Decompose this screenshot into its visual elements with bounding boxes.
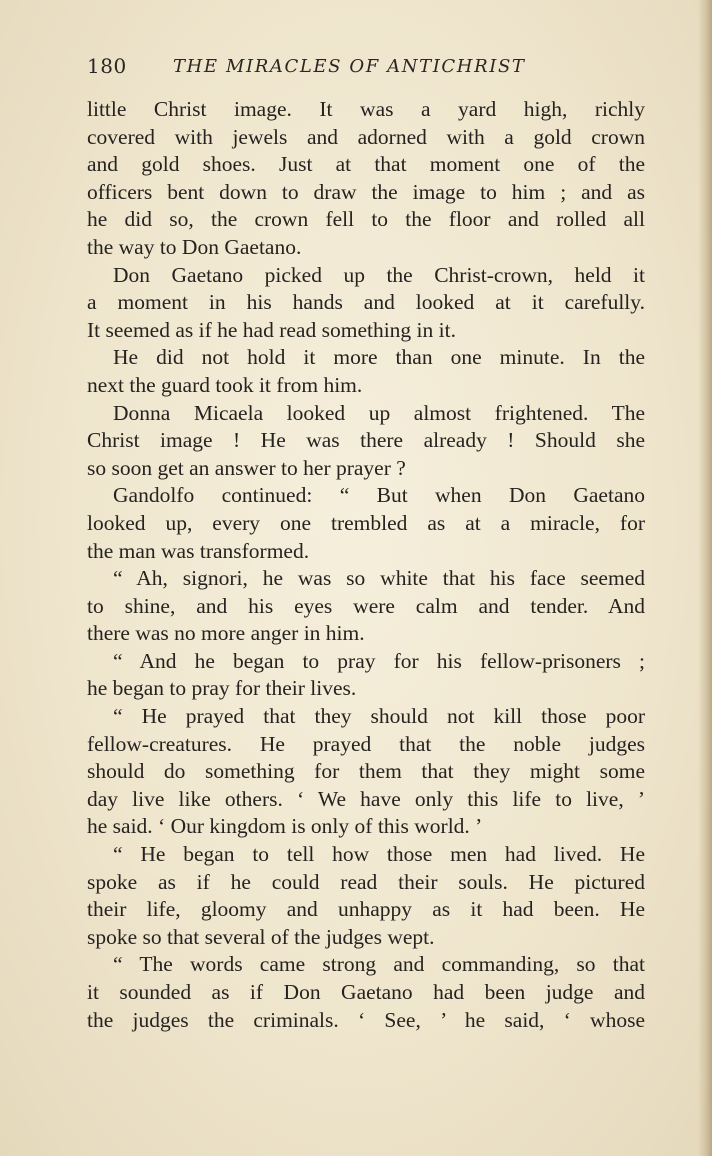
text-line: Donna Micaela looked up almost frightened. The [113,400,645,425]
text-line: should do something for them that they might some [87,759,645,784]
text-line: the judges the criminals. ‘ See, ’ he said, ‘ whose [87,1007,645,1032]
text-line: their life, gloomy and unhappy as it had been. He [87,897,645,922]
text-line: officers bent down to draw the image to him ; and as [87,179,645,204]
text-line: “ And he began to pray for his fellow-prisoners ; [113,648,645,673]
text-line: little Christ image. It was a yard high, richly [87,97,645,121]
text-line: day live like others. ‘ We have only this life to live, ’ [87,786,645,811]
text-line: “ Ah, signori, he was so white that his face seemed [113,566,645,591]
text-line: he began to pray for their lives. [87,676,357,701]
text-line: Gandolfo continued: “ But when Don Gaetano [113,483,645,508]
text-line: and gold shoes. Just at that moment one of the [87,152,645,177]
paragraph [87,565,645,648]
paragraph [87,703,645,841]
text-line: a moment in his hands and looked at it carefully. [87,290,645,315]
paragraph [87,648,645,703]
text-line: fellow-creatures. He prayed that the noble judges [87,731,645,756]
text-line: He did not hold it more than one minute. In the [113,345,645,370]
paragraph [87,841,645,951]
text-line: It seemed as if he had read something in it. [87,317,456,342]
body-text [87,96,645,1034]
page-edge-shadow [698,0,712,1156]
text-line: it sounded as if Don Gaetano had been judge and [87,980,645,1004]
text-line: “ He prayed that they should not kill those poor [113,704,645,729]
text-line: there was no more anger in him. [87,621,365,646]
text-line: “ He began to tell how those men had lived. He [113,842,645,867]
text-line: so soon get an answer to her prayer ? [87,455,406,480]
paragraph [87,951,645,1034]
text-line: the way to Don Gaetano. [87,234,302,259]
paragraph [87,400,645,483]
text-line: spoke as if he could read their souls. He pictured [87,869,645,894]
text-line: the man was transformed. [87,538,310,563]
paragraph [87,96,645,262]
text-line: to shine, and his eyes were calm and tender. And [87,593,645,618]
page-number: 180 [87,54,127,78]
running-title: THE MIRACLES OF ANTICHRIST [173,56,526,77]
text-line: “ The words came strong and commanding, so that [113,952,645,977]
text-line: looked up, every one trembled as at a miracle, for [87,510,645,535]
text-line: Don Gaetano picked up the Christ-crown, held it [113,262,645,287]
text-line: he said. ‘ Our kingdom is only of this world. ’ [87,814,483,839]
text-line: he did so, the crown fell to the floor and rolled all [87,207,645,232]
page-header [87,50,647,80]
text-line: covered with jewels and adorned with a gold crown [87,124,645,149]
paragraph [87,262,645,345]
paragraph [87,344,645,399]
text-line: next the guard took it from him. [87,372,363,397]
text-line: spoke so that several of the judges wept. [87,924,435,949]
text-line: Christ image ! He was there already ! Should she [87,428,645,453]
paragraph [87,482,645,565]
